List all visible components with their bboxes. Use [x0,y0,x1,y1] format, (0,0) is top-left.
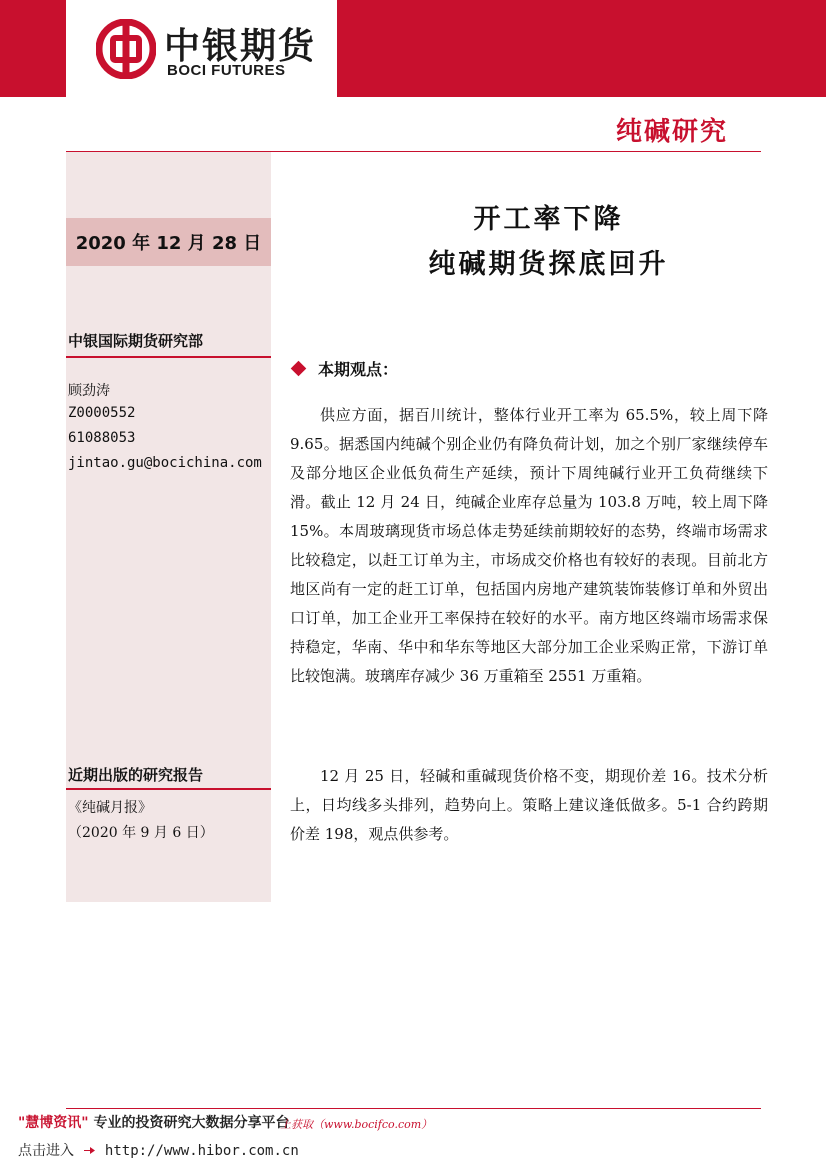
footer-divider [66,1108,761,1109]
header-right-bar [337,0,826,97]
department-name: 中银国际期货研究部 [68,332,204,350]
recent-report-name[interactable]: 《纯碱月报》 [68,800,152,816]
body-paragraph-1: 供应方面，据百川统计，整体行业开工率为 65.5%，较上周下降 9.65。据悉国内纯碱个别企业仍有降负荷计划，加之个别厂家继续停车及部分地区企业低负荷生产延续，预计下周纯碱行业开工负荷继续下滑。截止 12 月 24 日，纯碱企业库存总量为 103.8 万吨，较上周下降 15%。本周玻璃现货市场总体走势延续前期较好的态势，终端市场需求比较稳定，以赶工订单为主，市场成交价格也有较好的表现。目前北方地区尚有一定的赶工订单，包括国内房地产建筑装饰装修订单和外贸出口订单，加工企业开工率保持在较好的水平。南方地区终端市场需求保持稳定，华南、华中和华东等地区大部分加工企业采购正常，下游订单比较饱满。玻璃库存减少 36 万重箱至 2551 万重箱。 [290,406,768,685]
pointing-hand-icon [82,1143,96,1157]
watermark-url[interactable]: http://www.hibor.com.cn [104,1143,299,1159]
sidebar-divider [66,356,271,358]
watermark-line-2[interactable] [18,1140,299,1160]
analyst-phone: 61088053 [68,430,136,446]
watermark-source: 上获取（www.bocifco.com） [280,1118,433,1131]
report-title-line1: 开工率下降 [473,204,624,235]
report-date: 2020 年 12 月 28 日 [66,218,271,266]
header-left-bar [0,0,66,97]
view-heading [290,357,398,380]
analyst-email[interactable]: jintao.gu@bocichina.com [68,455,262,471]
view-heading-label: 本期观点： [318,360,399,379]
sidebar-divider-2 [66,788,271,790]
diamond-bullet-icon [291,361,307,377]
watermark-line-1 [18,1112,289,1132]
recent-reports-title: 近期出版的研究报告 [68,766,204,784]
watermark-slogan: 专业的投资研究大数据分享平台 [93,1115,290,1131]
body-paragraph-2: 12 月 25 日，轻碱和重碱现货价格不变，期现价差 16。技术分析上，日均线多头排列，趋势向上。策略上建议逢低做多。5-1 合约跨期价差 198，观点供参考。 [290,767,768,843]
boci-logo-icon [96,19,156,79]
analyst-name: 顾劲涛 [68,383,110,399]
section-tag: 纯碱研究 [615,117,728,147]
watermark-click-label: 点击进入 [18,1143,74,1159]
report-title-line2: 纯碱期货探底回升 [428,249,669,280]
qualification-number: Z0000552 [68,405,136,421]
watermark-brand: "慧博资讯" [18,1115,89,1131]
recent-report-date: （2020 年 9 月 6 日） [68,825,214,841]
logo-cn-text: 中银期货 [164,26,317,67]
logo-en-text: BOCI FUTURES [167,62,286,79]
